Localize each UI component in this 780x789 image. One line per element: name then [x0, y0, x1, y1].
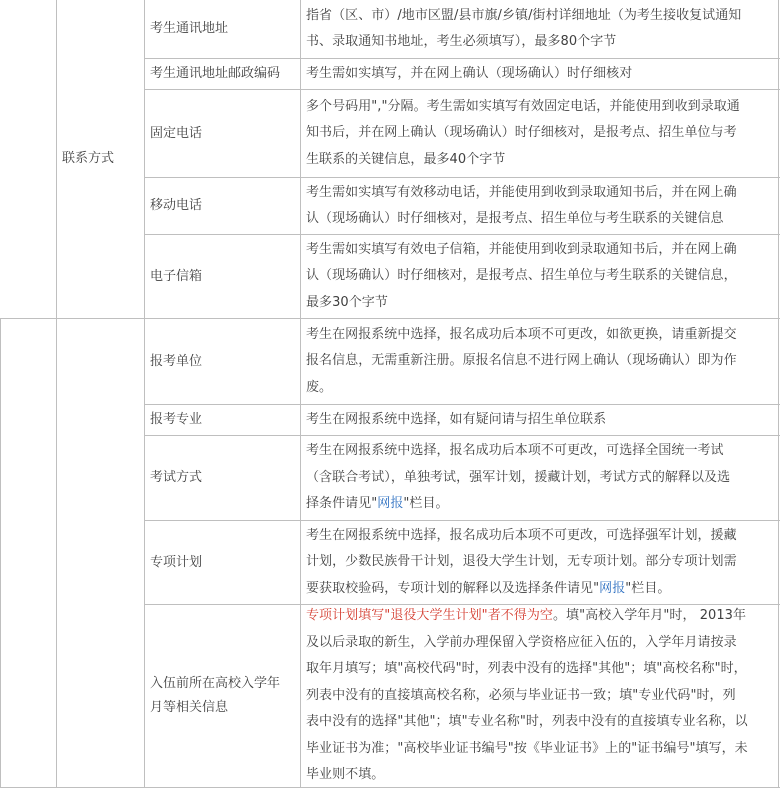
- field-label-email: [145, 235, 300, 318]
- description-line: 废。: [306, 379, 333, 395]
- field-description-mailing-address: [301, 0, 778, 58]
- field-label-text: 考生通讯地址: [150, 21, 229, 36]
- field-description-postal-code: [301, 59, 778, 89]
- warning-text: 专项计划填写"退役大学生计划"者不得为空: [306, 608, 553, 624]
- description-line: 多个号码用","分隔。考生需如实填写有效固定电话，并能使用到收到录取通: [306, 98, 740, 114]
- field-label-landline: [145, 90, 300, 177]
- description-line: 考生需如实填写，并在网上确认（现场确认）时仔细核对: [306, 65, 633, 81]
- description-line: 列表中没有的直接填高校名称，必须与毕业证书一致；填"专业代码"时，列: [306, 687, 736, 703]
- field-description-email: [301, 235, 778, 318]
- description-line: 报名信息，无需重新注册。原报名信息不进行网上确认（现场确认）即为作: [306, 353, 737, 369]
- field-label-text: 入伍前所在高校入学年: [150, 676, 281, 691]
- description-text: "栏目。: [625, 580, 671, 596]
- description-line: 考生在网报系统中选择，如有疑问请与招生单位联系: [306, 411, 607, 427]
- field-label-mobile: [145, 178, 300, 234]
- description-line: 考生在网报系统中选择，报名成功后本项不可更改，如欲更换，请重新提交: [306, 326, 737, 342]
- description-line: 最多30个字节: [306, 294, 388, 310]
- field-description-target-institution: [301, 319, 778, 404]
- description-line: 计划，少数民族骨干计划，退役大学生计划，无专项计划。部分专项计划需: [306, 554, 737, 570]
- field-label-postal-code: [145, 59, 300, 89]
- description-line: （含联合考试），单独考试，强军计划，援藏计划，考试方式的解释以及选: [306, 469, 731, 485]
- description-text: "栏目。: [403, 496, 449, 512]
- online-registration-link[interactable]: 网报: [377, 496, 404, 512]
- field-description-special-plan: [301, 521, 778, 604]
- field-label-target-institution: [145, 319, 300, 404]
- description-text: 。填"高校入学年月"时， 2013年: [552, 608, 747, 624]
- description-text: 择条件请见": [306, 496, 378, 512]
- online-registration-link[interactable]: 网报: [599, 580, 626, 596]
- description-line: 考生在网报系统中选择，报名成功后本项不可更改，可选择全国统一考试: [306, 443, 724, 459]
- field-label-text: 固定电话: [150, 125, 203, 141]
- field-label-target-major: [145, 405, 300, 435]
- field-label-special-plan: [145, 521, 300, 604]
- description-line: [306, 603, 772, 630]
- field-label-pre-enlistment-university: [145, 605, 300, 787]
- field-label-text: 考试方式: [150, 470, 203, 485]
- description-line: 书、录取通知书地址，考生必须填写），最多80个字节: [306, 34, 617, 49]
- description-line: 考生需如实填写有效电子信箱，并能使用到收到录取通知书后，并在网上确: [306, 241, 737, 257]
- description-line: 考生需如实填写有效移动电话，并能使用到收到录取通知书后，并在网上确: [306, 184, 737, 200]
- column-divider: [0, 318, 1, 788]
- column-divider: [778, 0, 779, 788]
- field-label-exam-mode: [145, 436, 300, 520]
- description-line: [306, 491, 772, 518]
- field-label-text: 报考专业: [150, 412, 203, 427]
- description-line: 毕业则不填。: [306, 767, 385, 783]
- description-line: 取年月填写；填"高校代码"时，列表中没有的选择"其他"；填"高校名称"时，: [306, 661, 747, 677]
- field-label-text: 考生通讯地址邮政编码: [150, 66, 281, 81]
- field-description-mobile: [301, 178, 778, 234]
- field-label-text: 报考单位: [150, 353, 203, 369]
- description-line: 及以后录取的新生，入学前办理保留入学资格应征入伍的，入学年月请按录: [306, 634, 737, 650]
- description-line: 表中没有的选择"其他"；填"专业名称"时，列表中没有的直接填专业名称，以: [306, 714, 748, 730]
- field-label-text: 月等相关信息: [150, 700, 229, 715]
- description-text: 要获取校验码，专项计划的解释以及选择条件请见": [306, 580, 600, 596]
- description-line: 考生在网报系统中选择，报名成功后本项不可更改，可选择强军计划，援藏: [306, 527, 737, 543]
- description-line: 生联系的关键信息，最多40个字节: [306, 151, 506, 167]
- field-label-text: 移动电话: [150, 198, 203, 213]
- field-description-target-major: [301, 405, 778, 435]
- field-description-pre-enlistment-university: [301, 605, 778, 787]
- field-label-mailing-address: [145, 0, 300, 58]
- group-label-text: 联系方式: [62, 151, 115, 166]
- field-description-landline: [301, 90, 778, 177]
- description-line: 认（现场确认）时仔细核对，是报考点、招生单位与考生联系的关键信息，: [306, 268, 737, 284]
- description-line: 知书后，并在网上确认（现场确认）时仔细核对，是报考点、招生单位与考: [306, 125, 737, 141]
- field-label-text: 专项计划: [150, 554, 203, 570]
- description-line: 指省（区、市）/地市区盟/县市旗/乡镇/街村详细地址（为考生接收复试通知: [306, 7, 742, 23]
- field-description-exam-mode: [301, 436, 778, 520]
- group-label-contact: [57, 0, 144, 318]
- description-line: 毕业证书为准；"高校毕业证书编号"按《毕业证书》上的"证书编号"填写，未: [306, 740, 748, 756]
- description-line: 认（现场确认）时仔细核对，是报考点、招生单位与考生联系的关键信息: [306, 211, 724, 226]
- description-line: [306, 576, 772, 603]
- field-label-text: 电子信箱: [150, 268, 203, 284]
